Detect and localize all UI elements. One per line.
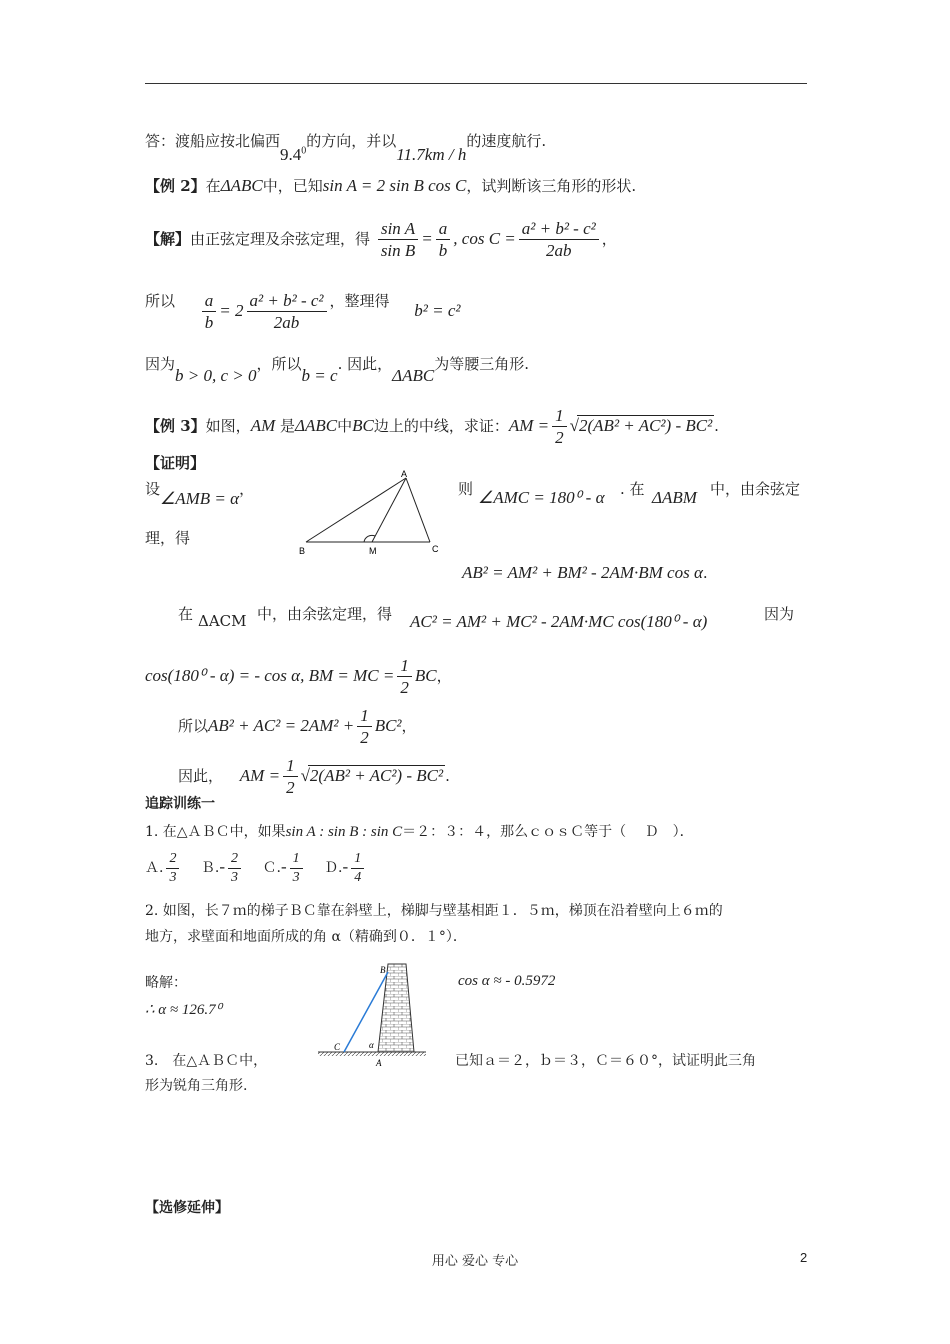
hence-text: . 因此， xyxy=(337,355,393,373)
opt-d-num: 1 xyxy=(351,850,364,869)
solution2-tag: 【解】 xyxy=(145,229,191,248)
in-text: . 在 xyxy=(620,480,645,498)
solution2-line3 xyxy=(145,353,529,385)
answer-line xyxy=(145,130,547,164)
opt-b-den: 3 xyxy=(231,869,239,885)
opt-c-sign: - xyxy=(280,857,287,876)
opt-d-label: Ｄ. xyxy=(324,860,343,876)
because-text: 因为 xyxy=(145,355,176,373)
opt-a-den: 3 xyxy=(169,869,177,885)
eq-ab-line xyxy=(462,563,708,583)
g1-num: a xyxy=(202,290,217,312)
eq-ac-line xyxy=(410,612,707,632)
label-b2: B xyxy=(380,965,386,975)
sum-half-num: 1 xyxy=(357,705,372,727)
g2-den: 2ab xyxy=(273,313,300,333)
comma1: ， xyxy=(239,480,255,498)
cos-law2-text: 中，由余弦定理，得 xyxy=(257,605,393,623)
example3-text4: 边上的中线，求证： xyxy=(373,416,509,435)
opt-b-label: Ｂ. xyxy=(200,860,220,876)
q3-start: 3. 在△ＡＢＣ中， xyxy=(145,1053,268,1069)
opt-b-num: 2 xyxy=(228,850,241,869)
example2-text3: ，试判断该三角形的形状. xyxy=(466,177,637,195)
label-b: B xyxy=(299,546,306,556)
final-dot: . xyxy=(445,766,450,785)
angle-sup: 0 xyxy=(301,145,307,157)
example2-formula: sin A = 2 sin B cos C xyxy=(322,176,467,195)
opt-c-label: Ｃ. xyxy=(262,860,281,876)
answer-lead: 答：渡船应按北偏西 xyxy=(145,132,281,150)
so-label: 所以 xyxy=(145,291,176,310)
bc-half-den: 2 xyxy=(400,678,409,698)
final-half xyxy=(283,755,298,799)
proof-set-line xyxy=(145,478,255,508)
sum-half-den: 2 xyxy=(360,728,369,748)
opt-b-frac xyxy=(228,850,241,886)
f1-num: sin A xyxy=(378,218,418,240)
wall xyxy=(378,964,414,1052)
arrange-text: ，整理得 xyxy=(329,291,390,310)
example3-lhs: AM = xyxy=(508,415,550,435)
example3-text1: 如图， xyxy=(205,416,251,435)
acm-line xyxy=(178,603,193,624)
sum-line xyxy=(178,705,417,749)
f1-den: sin B xyxy=(380,241,416,261)
comma2: ， xyxy=(436,666,452,685)
label-c: C xyxy=(432,544,439,554)
f3-num: a² + b² - c² xyxy=(519,218,599,240)
beq-expr: b = c xyxy=(301,366,338,385)
cos-neg-line xyxy=(145,655,452,699)
final-sqrt: √ xyxy=(300,765,310,785)
solution2-line1 xyxy=(145,218,617,262)
g2-num: a² + b² - c² xyxy=(247,290,327,312)
iso-text: 为等腰三角形. xyxy=(434,355,529,373)
lide-text: 理，得 xyxy=(145,529,191,547)
opt-a-frac xyxy=(166,850,179,886)
f2-den: b xyxy=(438,241,448,261)
example3-line xyxy=(145,405,719,449)
sum-tail: BC² xyxy=(374,715,402,735)
bc-half-num: 1 xyxy=(397,655,412,677)
angle-amc: ∠AMC = 180⁰ - α xyxy=(478,488,605,507)
example2-text1: 在 xyxy=(205,177,221,195)
answer-mid: 的方向，并以 xyxy=(306,132,397,150)
cos-law-text: 中，由余弦定 xyxy=(710,480,801,498)
option-c xyxy=(262,851,305,885)
opt-c-frac xyxy=(290,850,303,886)
final-radicand: 2(AB² + AC²) - BC² xyxy=(309,765,444,785)
side-ba xyxy=(306,478,406,542)
angle-value: 9.4 xyxy=(280,145,302,164)
then-text: 则 xyxy=(458,480,474,498)
q1-line xyxy=(145,821,694,841)
g-eq: = 2 xyxy=(219,300,244,320)
f2-num: a xyxy=(436,218,451,240)
cos-value: cos α ≈ - 0.5972 xyxy=(458,973,556,989)
final-half-den: 2 xyxy=(286,778,295,798)
answer-angle xyxy=(280,145,306,164)
cos-lhs: , cos C = xyxy=(453,228,516,248)
comma: ， xyxy=(601,229,617,248)
because2-text: 因为 xyxy=(764,605,795,623)
footer-text: 用心 爱心 专心 xyxy=(431,1254,519,1269)
half-fraction xyxy=(552,405,567,449)
label-a: A xyxy=(401,469,408,479)
q1-start: 1. 在△ＡＢＣ中，如果 xyxy=(145,824,286,840)
option-d xyxy=(324,851,367,885)
bc-text: BC xyxy=(414,665,437,685)
cos-neg: cos(180⁰ - α) = - cos α, BM = MC = xyxy=(145,665,395,685)
opt-b-sign: - xyxy=(219,857,226,876)
triangle-diagram xyxy=(296,468,446,560)
tri-abm: ΔABM xyxy=(652,488,697,507)
half-den: 2 xyxy=(555,428,564,448)
example3-text3: 中 xyxy=(337,416,353,435)
training-title: 追踪训练一 xyxy=(145,796,215,812)
radicand: 2(AB² + AC²) - BC² xyxy=(579,415,713,435)
proof-tag: 【证明】 xyxy=(145,454,206,472)
opt-d-den: 4 xyxy=(354,869,362,885)
page-number: 2 xyxy=(800,1250,808,1265)
fraction-g1 xyxy=(202,290,217,334)
proof-abm xyxy=(652,488,697,508)
example3-tri: ΔABC xyxy=(295,415,338,435)
fraction-g2 xyxy=(247,290,327,334)
final-half-num: 1 xyxy=(283,755,298,777)
example2-tri: ΔABC xyxy=(220,176,263,195)
sum-eq: AB² + AC² = 2AM² + xyxy=(208,715,355,735)
answer-tail: 的速度航行. xyxy=(466,132,547,150)
final-lhs: AM = xyxy=(239,765,281,785)
label-alpha: α xyxy=(369,1040,374,1050)
proof-in-line xyxy=(620,478,645,499)
hence2-text: 因此， xyxy=(178,766,224,785)
q3-line2: 形为锐角三角形. xyxy=(145,1078,248,1094)
eq-sign: = xyxy=(421,228,433,248)
g1-den: b xyxy=(204,313,214,333)
so2-text: ，所以 xyxy=(256,355,302,373)
tri-acm: ΔACM xyxy=(198,612,247,630)
solution2-line2 xyxy=(145,290,461,334)
in2-text: 在 xyxy=(178,605,194,623)
so-text: 所以 xyxy=(178,716,209,735)
q1-end: ＝２：３：４，那么ｃｏｓＣ等于（ Ｄ ）． xyxy=(402,824,694,840)
bc-half xyxy=(397,655,412,699)
fraction-cosC xyxy=(519,218,599,262)
tri-abc: ΔABC xyxy=(392,366,435,385)
opt-a-label: Ａ. xyxy=(145,860,164,876)
q1-options xyxy=(145,850,367,886)
comma3: ， xyxy=(401,716,417,735)
sum-half xyxy=(357,705,372,749)
cond-expr: b > 0, c > 0 xyxy=(175,366,257,385)
q1-ratio: sin A : sin B : sin C xyxy=(285,824,403,840)
example2-text2: 中，已知 xyxy=(262,177,323,195)
example3-period: . xyxy=(714,416,719,435)
label-a2: A xyxy=(376,1058,382,1068)
solution2-text1: 由正弦定理及余弦定理，得 xyxy=(190,229,371,248)
option-b xyxy=(200,851,244,885)
brief-text: 略解： xyxy=(145,975,187,991)
example2-tag: 【例 2】 xyxy=(145,177,206,195)
q2-line1: 2. 如图，长７ｍ的梯子ＢＣ靠在斜壁上，梯脚与壁基相距１．５ｍ，梯顶在沿着壁向上６ｍ的 xyxy=(145,903,723,919)
side-ac xyxy=(406,478,430,542)
example3-text2: 是 xyxy=(280,416,296,435)
half-num: 1 xyxy=(552,405,567,427)
proof-amc xyxy=(478,488,605,508)
ground-hatch xyxy=(318,1052,426,1056)
alpha-value: ∴ α ≈ 126.7⁰ xyxy=(145,1002,222,1018)
opt-c-den: 3 xyxy=(292,869,300,885)
opt-d-frac xyxy=(351,850,364,886)
am-label: AM xyxy=(250,415,276,435)
q2-line2: 地方，求壁面和地面所成的角 α（精确到０．１°）． xyxy=(145,929,467,945)
section-heading: 【选修延伸】 xyxy=(145,1200,229,1216)
fraction-a-b xyxy=(436,218,451,262)
example2-line xyxy=(145,175,636,196)
q3-mid: 已知ａ＝２，ｂ＝３，Ｃ＝６０°，试证明此三角 xyxy=(455,1053,756,1069)
eq-ab-dot: . xyxy=(702,564,708,582)
median-am xyxy=(372,478,406,542)
final-line xyxy=(178,755,450,799)
fraction-sinA-sinB xyxy=(378,218,418,262)
sqrt-symbol: √ xyxy=(569,415,580,435)
example3-tag: 【例 3】 xyxy=(145,416,206,435)
f3-den: 2ab xyxy=(546,241,572,261)
bc-label: BC xyxy=(352,415,374,435)
opt-a-num: 2 xyxy=(166,850,179,869)
eq-ac: AC² = AM² + MC² - 2AM·MC cos(180⁰ - α) xyxy=(410,612,708,631)
opt-c-num: 1 xyxy=(290,850,303,869)
result-eq: b² = c² xyxy=(414,300,461,320)
answer-speed: 11.7km / h xyxy=(396,145,467,164)
opt-d-sign: - xyxy=(342,857,349,876)
set-text: 设 xyxy=(145,480,161,498)
ladder-diagram xyxy=(318,958,430,1070)
label-m: M xyxy=(369,546,377,556)
proof-then-line xyxy=(458,478,473,499)
angle-def: ∠AMB = α xyxy=(160,489,240,508)
eq-ab: AB² = AM² + BM² - 2AM·BM cos α xyxy=(462,563,703,582)
option-a xyxy=(145,851,182,885)
label-c2: C xyxy=(334,1042,341,1052)
header-rule xyxy=(145,83,807,84)
